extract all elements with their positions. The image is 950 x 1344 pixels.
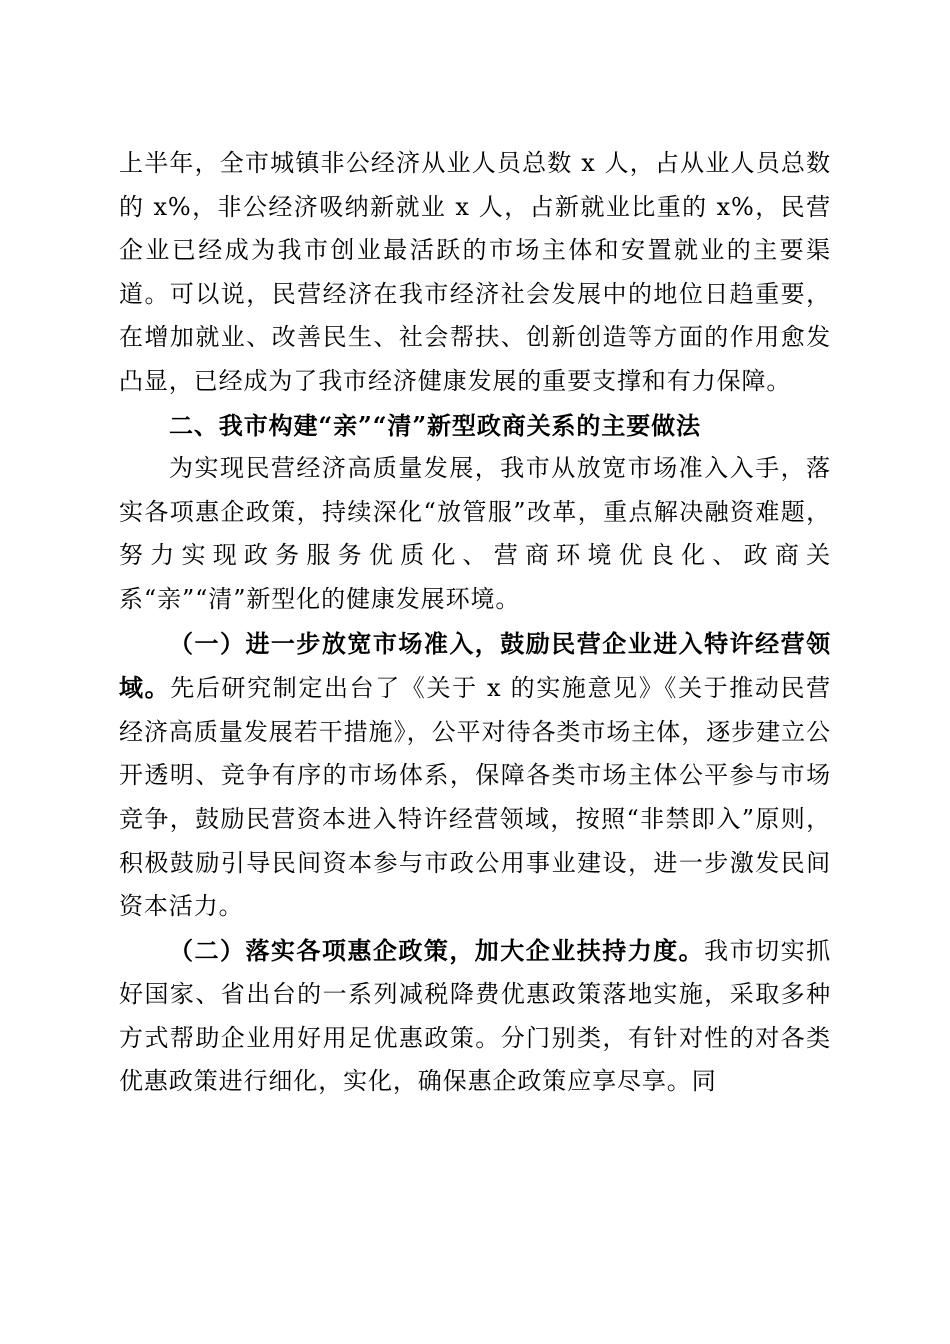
paragraph-text: 上半年，全市城镇非公经济从业人员总数 x 人，占从业人员总数的 x%，非公经济吸纳新就业 x 人，占新就业比重的 x%，民营企业已经成为我市创业最活跃的市场主体和安置就业的主要渠道。可以说，民营经济在我市经济社会发展中的地位日趋重要，在增加就业、改善民生、社会帮扶、创新创造等方面的作用愈发凸显，已经成为了我市经济健康发展的重要支撑和有力保障。 [119, 149, 831, 395]
heading-text: 二、我市构建“亲”“清”新型政商关系的主要做法 [169, 410, 701, 440]
subsection-paragraph-2 [119, 929, 831, 1104]
subsection-lead: （一）进一步放宽市场准入，鼓励民营企业进入特许经营领域。 [119, 628, 831, 703]
subsection-paragraph-1 [119, 622, 831, 929]
document-page [119, 142, 831, 1104]
body-paragraph-2 [119, 447, 831, 621]
paragraph-text: 我市切实抓好国家、省出台的一系列减税降费优惠政策落地实施，采取多种方式帮助企业用好用足优惠政策。分门别类，有针对性的对各类优惠政策进行细化，实化，确保惠企政策应享尽享。同 [119, 936, 832, 1096]
body-paragraph-1 [119, 142, 831, 404]
paragraph-text: 先后研究制定出台了《关于 x 的实施意见》《关于推动民营经济高质量发展若干措施》，公平对待各类市场主体，逐步建立公开透明、竞争有序的市场体系，保障各类市场主体公平参与市场竞争，鼓励民营资本进入特许经营领域，按照“非禁即入”原则，积极鼓励引导民间资本参与市政公用事业建设，进一步激发民间资本活力。 [119, 674, 831, 921]
subsection-lead: （二）落实各项惠企政策，加大企业扶持力度。 [169, 935, 705, 965]
section-heading [119, 404, 831, 448]
paragraph-text: 为实现民营经济高质量发展，我市从放宽市场准入入手，落实各项惠企政策，持续深化“放管服”改革，重点解决融资难题，努力实现政务服务优质化、营商环境优良化、政商关系“亲”“清”新型化的健康发展环境。 [119, 454, 831, 613]
